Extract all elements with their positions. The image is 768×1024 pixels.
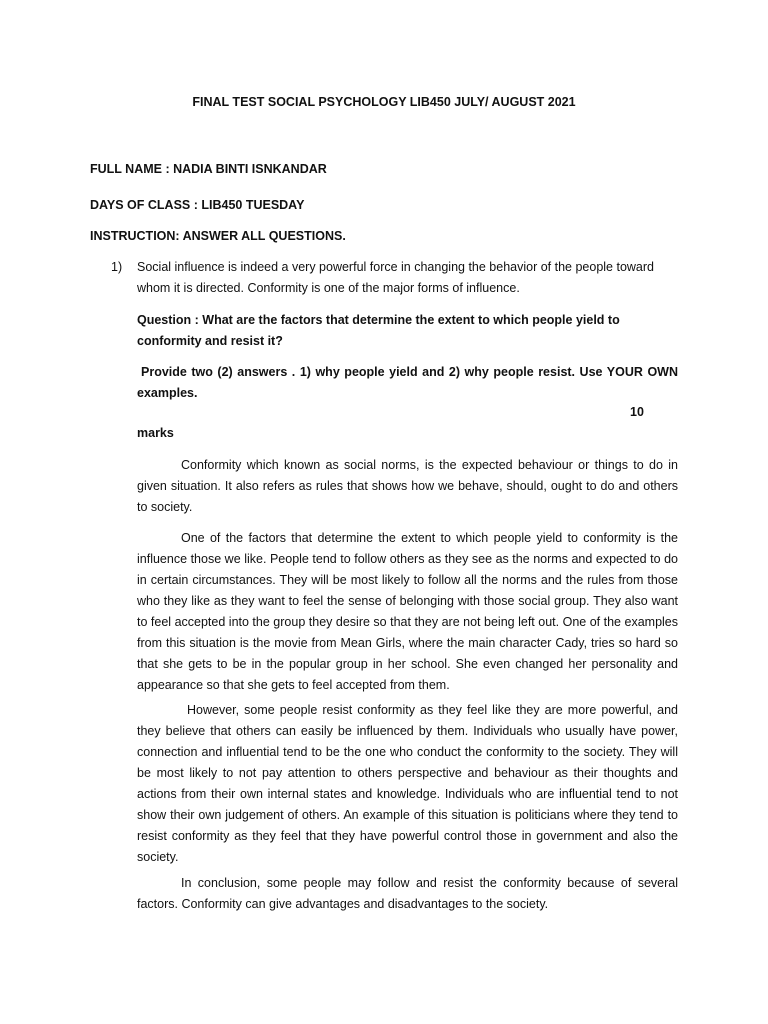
question-number: 1) [111,260,123,274]
instruction: INSTRUCTION: ANSWER ALL QUESTIONS. [90,229,346,243]
page-title: FINAL TEST SOCIAL PSYCHOLOGY LIB450 JULY/ AUGUST 2021 [192,95,576,109]
answer-paragraph-1: Conformity which known as social norms, is the expected behaviour or things to do in given situation. It also refers as rules that shows how we behave, should, ought to do and others to society. [137,458,678,514]
answer-paragraph-4: In conclusion, some people may follow and resist the conformity because of several factors. Conformity can give advantages and disadvantages to the society. [137,876,678,911]
answer-paragraph-3: However, some people resist conformity as they feel like they are more powerful, and they believe that others can easily be influenced by them. Individuals who usually have power, connection and influential tend to be the one who conduct the conformity to the society. They will be most likely to not pay attention to others perspective and behaviour as their thoughts and actions from their own internal states and knowledge. Individuals who are influential tend to not show their own judgement of others. An example of this situation is politicians where they tend to resist conformity as they feel that they have powerful control those in government and also the society. [137,703,678,864]
question-prompt: Social influence is indeed a very powerful force in changing the behavior of the people toward whom it is directed. Conformity is one of the major forms of influence. [137,260,654,295]
marks-label: marks [137,426,174,440]
days-of-class: DAYS OF CLASS : LIB450 TUESDAY [90,198,305,212]
question-text: Question : What are the factors that determine the extent to which people yield to conformity and resist it? [137,313,620,348]
answer-paragraph-2: One of the factors that determine the extent to which people yield to conformity is the influence those we like. People tend to follow others as they see as the norms and expected to do in certain circumstances. They will be most likely to follow all the norms and the rules from those who they like as they want to feel the sense of belonging with those social group. They also want to feel accepted into the group they desire so that they are not being left out. One of the examples from this situation is the movie from Mean Girls, where the main character Cady, tries so hard so that she gets to be in the popular group in her school. She even changed her personality and appearance so that she gets to feel accepted from them. [137,531,678,692]
marks-number: 10 [630,405,644,419]
full-name: FULL NAME : NADIA BINTI ISNKANDAR [90,162,327,176]
provide-instruction: Provide two (2) answers . 1) why people yield and 2) why people resist. Use YOUR OWN examples. [137,365,678,400]
